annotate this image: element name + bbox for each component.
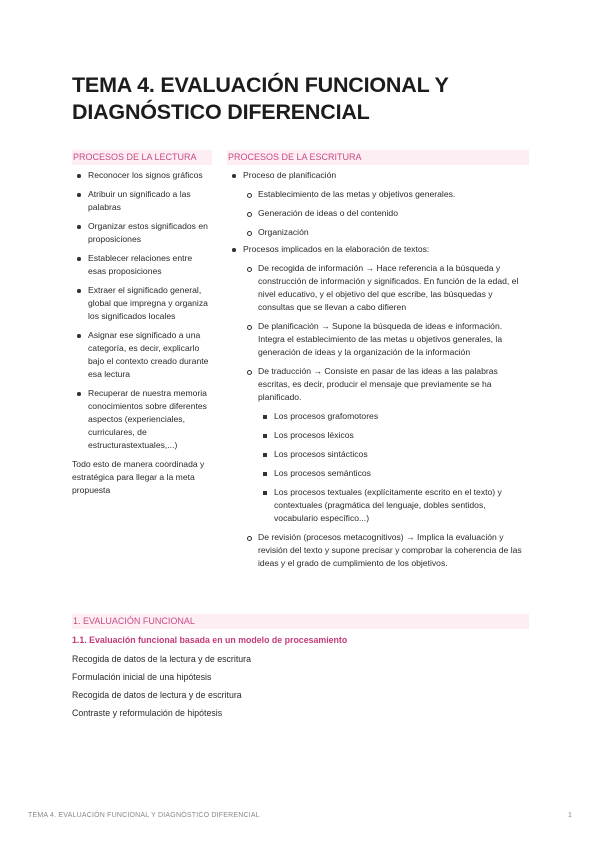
list-item: Generación de ideas o del contenido bbox=[243, 207, 529, 220]
list-item bbox=[227, 243, 529, 570]
translation-text: De traducción → Consiste en pasar de las ideas a las palabras escritas, es decir, producir el mensaje que previamente se ha planificado. bbox=[258, 366, 498, 402]
list-item: Organizar estos significados en proposiciones bbox=[72, 220, 212, 246]
writing-list bbox=[227, 169, 529, 570]
list-item: Asignar ese significado a una categoría, es decir, explicarlo bajo el contexto creado durante esa lectura bbox=[72, 329, 212, 381]
reading-closing: Todo esto de manera coordinada y estratégica para llegar a la meta propuesta bbox=[72, 459, 205, 495]
section-line: Recogida de datos de la lectura y de escritura bbox=[72, 654, 251, 664]
reading-heading: PROCESOS DE LA LECTURA bbox=[72, 150, 212, 165]
reading-column bbox=[72, 169, 212, 497]
footer-text: TEMA 4. EVALUACIÓN FUNCIONAL Y DIAGNÓSTICO DIFERENCIAL bbox=[28, 812, 260, 819]
page-title: TEMA 4. EVALUACIÓN FUNCIONAL Y DIAGNÓSTICO DIFERENCIAL bbox=[72, 73, 449, 124]
list-item: Establecimiento de las metas y objetivos generales. bbox=[243, 188, 529, 201]
list-item: Reconocer los signos gráficos bbox=[72, 169, 212, 182]
processes-label: Procesos implicados en la elaboración de textos: bbox=[243, 244, 430, 254]
list-item: Extraer el significado general, global que impregna y organiza los significados locales bbox=[72, 284, 212, 323]
writing-column bbox=[227, 169, 529, 574]
section-heading: 1. EVALUACIÓN FUNCIONAL bbox=[72, 614, 529, 629]
planning-label: Proceso de planificación bbox=[243, 170, 337, 180]
list-item: Los procesos sintácticos bbox=[258, 448, 529, 461]
list-item: Los procesos grafomotores bbox=[258, 410, 529, 423]
list-item: Los procesos semánticos bbox=[258, 467, 529, 480]
page-number: 1 bbox=[568, 812, 572, 819]
section-line: Formulación inicial de una hipótesis bbox=[72, 672, 212, 682]
list-item bbox=[227, 169, 529, 239]
list-item: Los procesos léxicos bbox=[258, 429, 529, 442]
section-line: Contraste y reformulación de hipótesis bbox=[72, 708, 223, 718]
reading-list bbox=[72, 169, 212, 452]
list-item: Atribuir un significado a las palabras bbox=[72, 188, 212, 214]
subsection-heading: 1.1. Evaluación funcional basada en un modelo de procesamiento bbox=[72, 635, 348, 645]
writing-heading: PROCESOS DE LA ESCRITURA bbox=[227, 150, 529, 165]
list-item: De planificación → Supone la búsqueda de ideas e información. Integra el establecimiento de las metas u objetivos generales, la generación de ideas y la organización de la información bbox=[243, 320, 529, 359]
processes-sublist bbox=[243, 262, 529, 570]
translation-sublist bbox=[258, 410, 529, 525]
list-item: Recuperar de nuestra memoria conocimientos sobre diferentes aspectos (experienciales, curriculares, de estructurastextuales,...) bbox=[72, 387, 212, 452]
list-item: De recogida de información → Hace referencia a la búsqueda y construcción de información y significados. En función de la edad, el nivel educativo, y el objetivo del que escribe, las búsquedas y consultas que se llevan a cabo difieren bbox=[243, 262, 529, 314]
list-item bbox=[243, 365, 529, 525]
section-line: Recogida de datos de lectura y de escritura bbox=[72, 690, 242, 700]
list-item: Establecer relaciones entre esas proposiciones bbox=[72, 252, 212, 278]
planning-sublist bbox=[243, 188, 529, 239]
list-item: De revisión (procesos metacognitivos) → Implica la evaluación y revisión del texto y supone precisar y comprobar la coherencia de las ideas y el grado de cumplimiento de los objetivos. bbox=[243, 531, 529, 570]
list-item: Organización bbox=[243, 226, 529, 239]
list-item: Los procesos textuales (explícitamente escrito en el texto) y contextuales (pragmática del lenguaje, dobles sentidos, vocabulario específico...) bbox=[258, 486, 529, 525]
